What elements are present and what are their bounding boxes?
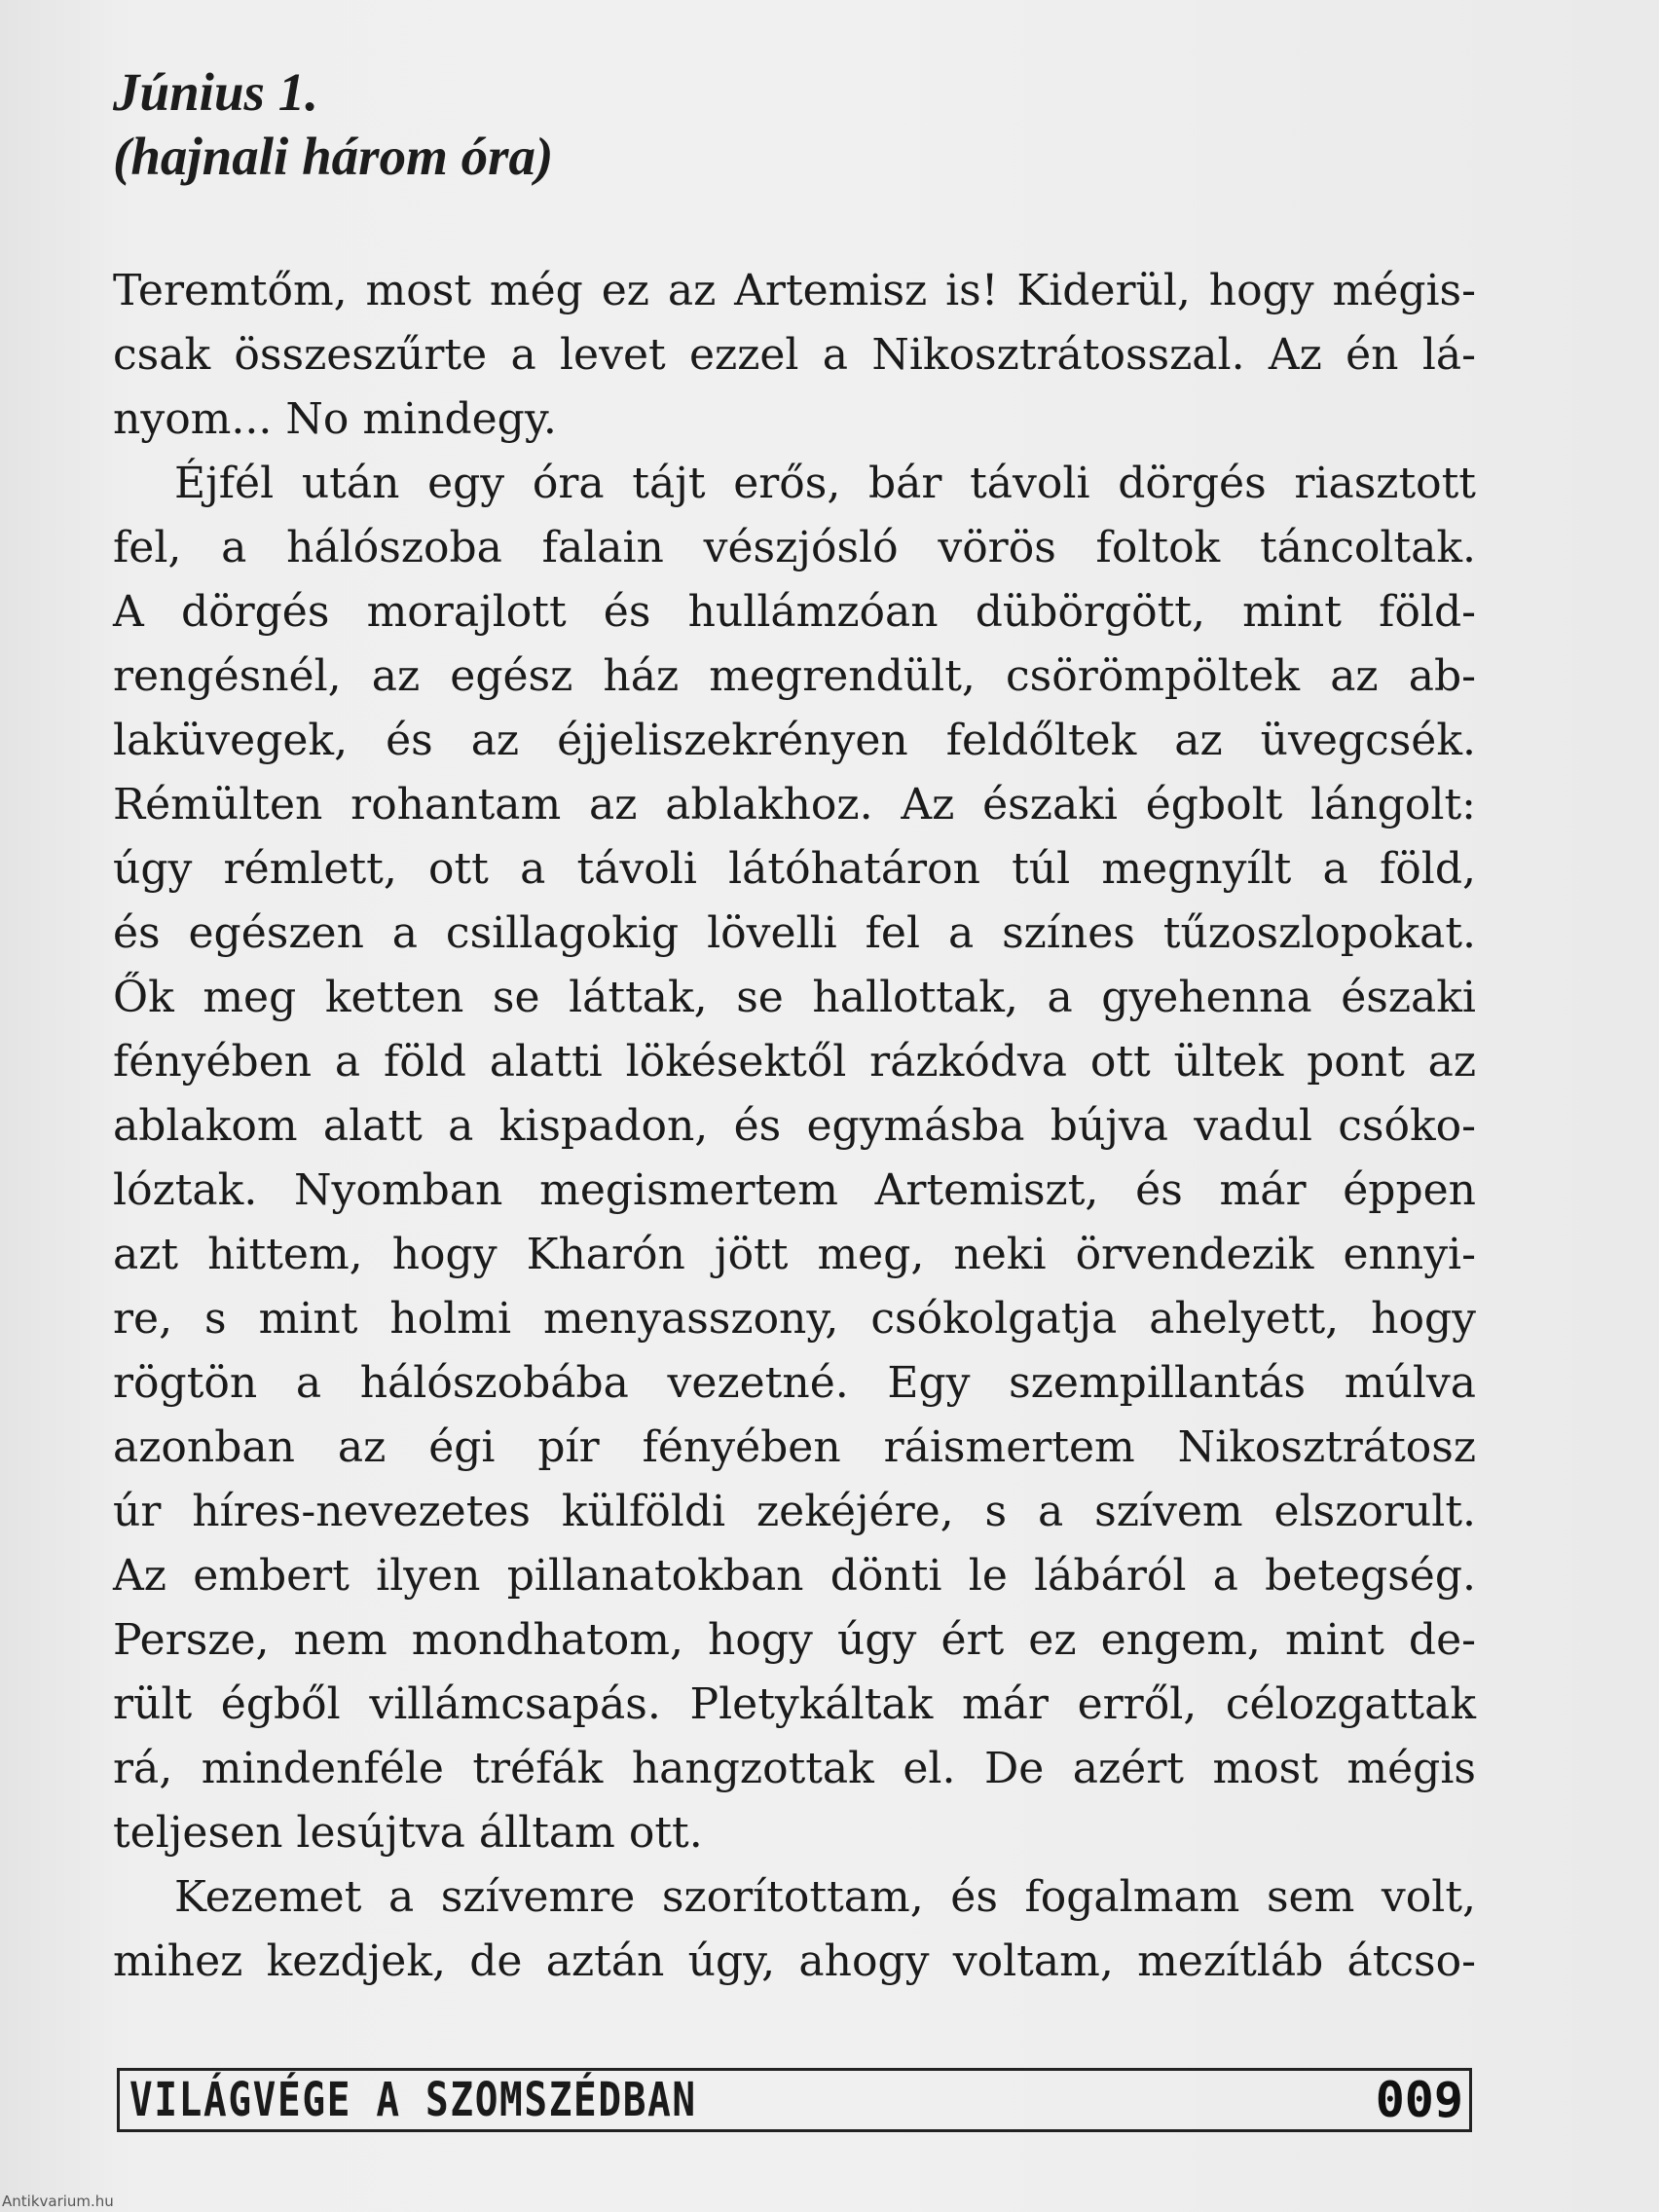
text-line: lóztak. Nyomban megismertem Artemiszt, és már éppen: [113, 1165, 1476, 1215]
text-line: Ők meg ketten se láttak, se hallottak, a gyehenna északi: [113, 973, 1476, 1022]
text-line: rült égből villámcsapás. Pletykáltak már erről, célozgattak: [113, 1679, 1476, 1729]
paragraph-3: [113, 1865, 1476, 1994]
text-line: fényében a föld alatti lökésektől rázkódva ott ültek pont az: [113, 1037, 1476, 1087]
paragraph-1: [113, 259, 1476, 452]
book-title: VILÁGVÉGE A SZOMSZÉDBAN: [129, 2073, 697, 2127]
paragraph-2: [113, 452, 1476, 1865]
text-line: és egészen a csillagokig lövelli fel a színes tűzoszlopokat.: [113, 908, 1476, 958]
text-line: csak összeszűrte a levet ezzel a Nikosztrátosszal. Az én lá-: [113, 330, 1476, 380]
text-line: úgy rémlett, ott a távoli látóhatáron túl megnyílt a föld,: [113, 844, 1476, 894]
text-line: nyom... No mindegy.: [113, 394, 557, 444]
text-line: rá, mindenféle tréfák hangzottak el. De azért most mégis: [113, 1744, 1476, 1793]
running-footer: [117, 2068, 1472, 2132]
text-line: rengésnél, az egész ház megrendült, csörömpöltek az ab-: [113, 651, 1476, 701]
text-line: Persze, nem mondhatom, hogy úgy ért ez engem, mint de-: [113, 1615, 1476, 1665]
entry-time: (hajnali három óra): [113, 127, 554, 186]
text-line: Rémülten rohantam az ablakhoz. Az északi égbolt lángolt:: [113, 780, 1476, 830]
page-content: [113, 60, 1476, 1994]
text-line: rögtön a hálószobába vezetné. Egy szempillantás múlva: [113, 1358, 1476, 1408]
text-line: Az embert ilyen pillanatokban dönti le lábáról a betegség.: [113, 1551, 1476, 1601]
text-line: ablakom alatt a kispadon, és egymásba bújva vadul csóko-: [113, 1101, 1476, 1151]
text-line: re, s mint holmi menyasszony, csókolgatja ahelyett, hogy: [113, 1294, 1476, 1344]
page-number: 009: [1375, 2072, 1463, 2128]
text-line: teljesen lesújtva álltam ott.: [113, 1808, 703, 1858]
watermark: Antikvarium.hu: [2, 2193, 114, 2210]
text-line: azonban az égi pír fényében ráismertem Nikosztrátosz: [113, 1422, 1476, 1472]
text-line: mihez kezdjek, de aztán úgy, ahogy voltam, mezítláb átcso-: [113, 1936, 1476, 1986]
text-line: A dörgés morajlott és hullámzóan dübörgött, mint föld-: [113, 587, 1476, 637]
body-text: [113, 259, 1476, 1994]
text-line: Teremtőm, most még ez az Artemisz is! Kiderül, hogy mégis-: [113, 266, 1476, 315]
text-line: úr híres-nevezetes külföldi zekéjére, s a szívem elszorult.: [113, 1487, 1476, 1536]
text-line: fel, a hálószoba falain vészjósló vörös foltok táncoltak.: [113, 523, 1476, 572]
text-line: Éjfél után egy óra tájt erős, bár távoli dörgés riasztott: [174, 459, 1476, 508]
text-line: azt hittem, hogy Kharón jött meg, neki örvendezik ennyi-: [113, 1230, 1476, 1279]
text-line: Kezemet a szívemre szorítottam, és fogalmam sem volt,: [174, 1872, 1476, 1922]
entry-heading: [113, 60, 1476, 189]
entry-date: Június 1.: [113, 62, 318, 122]
text-line: laküvegek, és az éjjeliszekrényen feldőltek az üvegcsék.: [113, 716, 1476, 765]
